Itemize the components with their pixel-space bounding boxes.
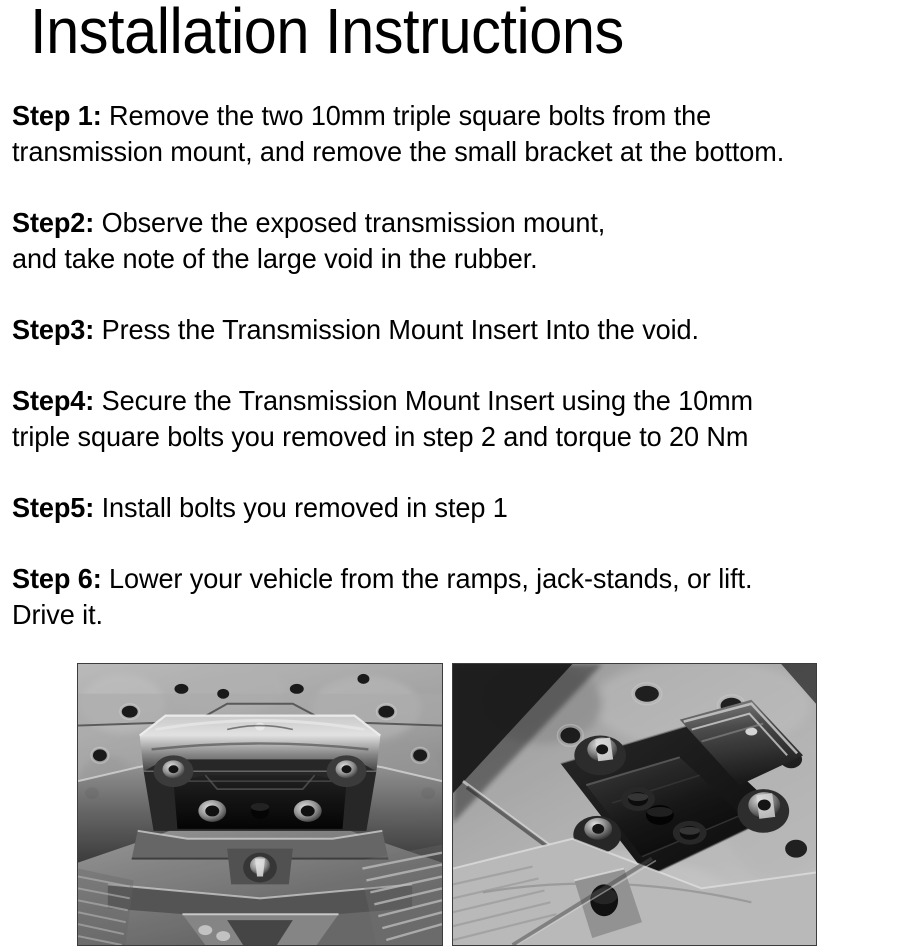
- step-text-line: Observe the exposed transmission mount,: [94, 207, 606, 238]
- step-label: Step 1:: [12, 100, 102, 131]
- step-item: [12, 561, 899, 633]
- transmission-mount-angled-photo: [452, 663, 817, 946]
- step-text-line: Lower your vehicle from the ramps, jack-stands, or lift.: [101, 563, 753, 594]
- step-item: [12, 312, 899, 348]
- step-item: [12, 383, 899, 455]
- step-label: Step5:: [12, 492, 95, 523]
- step-label: Step 6:: [12, 563, 102, 594]
- step-item: [12, 205, 899, 277]
- transmission-mount-angled-illustration: [453, 664, 816, 945]
- photo-row: [77, 663, 817, 946]
- step-item: [12, 490, 899, 526]
- transmission-mount-installed-illustration: [78, 664, 442, 945]
- step-text-line: and take note of the large void in the rubber.: [12, 243, 538, 274]
- step-text-line: Press the Transmission Mount Insert Into the void.: [94, 314, 699, 345]
- step-label: Step3:: [12, 314, 95, 345]
- step-text-line: transmission mount, and remove the small bracket at the bottom.: [12, 136, 785, 167]
- step-text-line: Remove the two 10mm triple square bolts from the: [101, 100, 712, 131]
- step-label: Step4:: [12, 385, 95, 416]
- step-text-line: Install bolts you removed in step 1: [94, 492, 508, 523]
- transmission-mount-installed-photo: [77, 663, 443, 946]
- step-text-line: Drive it.: [12, 599, 103, 630]
- steps-list: [12, 98, 912, 633]
- page-title: Installation Instructions: [30, 0, 624, 67]
- step-label: Step2:: [12, 207, 95, 238]
- step-text-line: Secure the Transmission Mount Insert using the 10mm: [94, 385, 754, 416]
- step-text-line: triple square bolts you removed in step 2 and torque to 20 Nm: [12, 421, 749, 452]
- step-item: [12, 98, 899, 170]
